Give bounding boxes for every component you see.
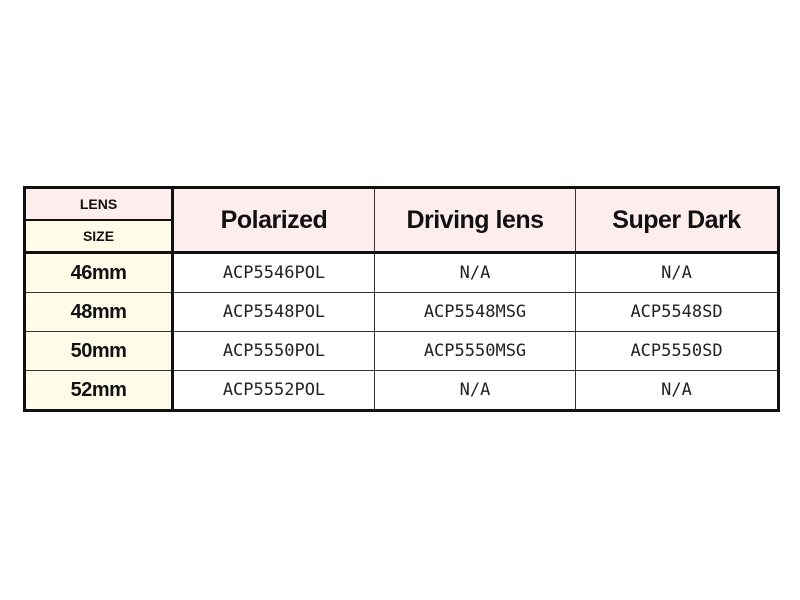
- lens-compatibility-table: [23, 186, 780, 412]
- row-size-label: 52mm: [25, 371, 173, 411]
- table-row: [25, 253, 779, 293]
- super-dark-code-cell: ACP5550SD: [576, 332, 779, 371]
- column-header-super-dark: Super Dark: [576, 188, 779, 253]
- row-size-label: 46mm: [25, 253, 173, 293]
- table-row: [25, 332, 779, 371]
- column-header-polarized: Polarized: [173, 188, 375, 253]
- polarized-code-cell: ACP5552POL: [173, 371, 375, 411]
- table-header-row: [25, 188, 779, 221]
- corner-lens-label: LENS: [25, 188, 173, 221]
- driving-lens-code-cell: ACP5548MSG: [375, 293, 576, 332]
- column-header-driving-lens: Driving lens: [375, 188, 576, 253]
- corner-size-label: SIZE: [25, 220, 173, 253]
- driving-lens-code-cell: N/A: [375, 253, 576, 293]
- super-dark-code-cell: N/A: [576, 253, 779, 293]
- polarized-code-cell: ACP5546POL: [173, 253, 375, 293]
- lens-compatibility-table-wrapper: [23, 186, 777, 412]
- super-dark-code-cell: N/A: [576, 371, 779, 411]
- driving-lens-code-cell: ACP5550MSG: [375, 332, 576, 371]
- table-row: [25, 371, 779, 411]
- driving-lens-code-cell: N/A: [375, 371, 576, 411]
- polarized-code-cell: ACP5548POL: [173, 293, 375, 332]
- table-row: [25, 293, 779, 332]
- polarized-code-cell: ACP5550POL: [173, 332, 375, 371]
- row-size-label: 50mm: [25, 332, 173, 371]
- row-size-label: 48mm: [25, 293, 173, 332]
- super-dark-code-cell: ACP5548SD: [576, 293, 779, 332]
